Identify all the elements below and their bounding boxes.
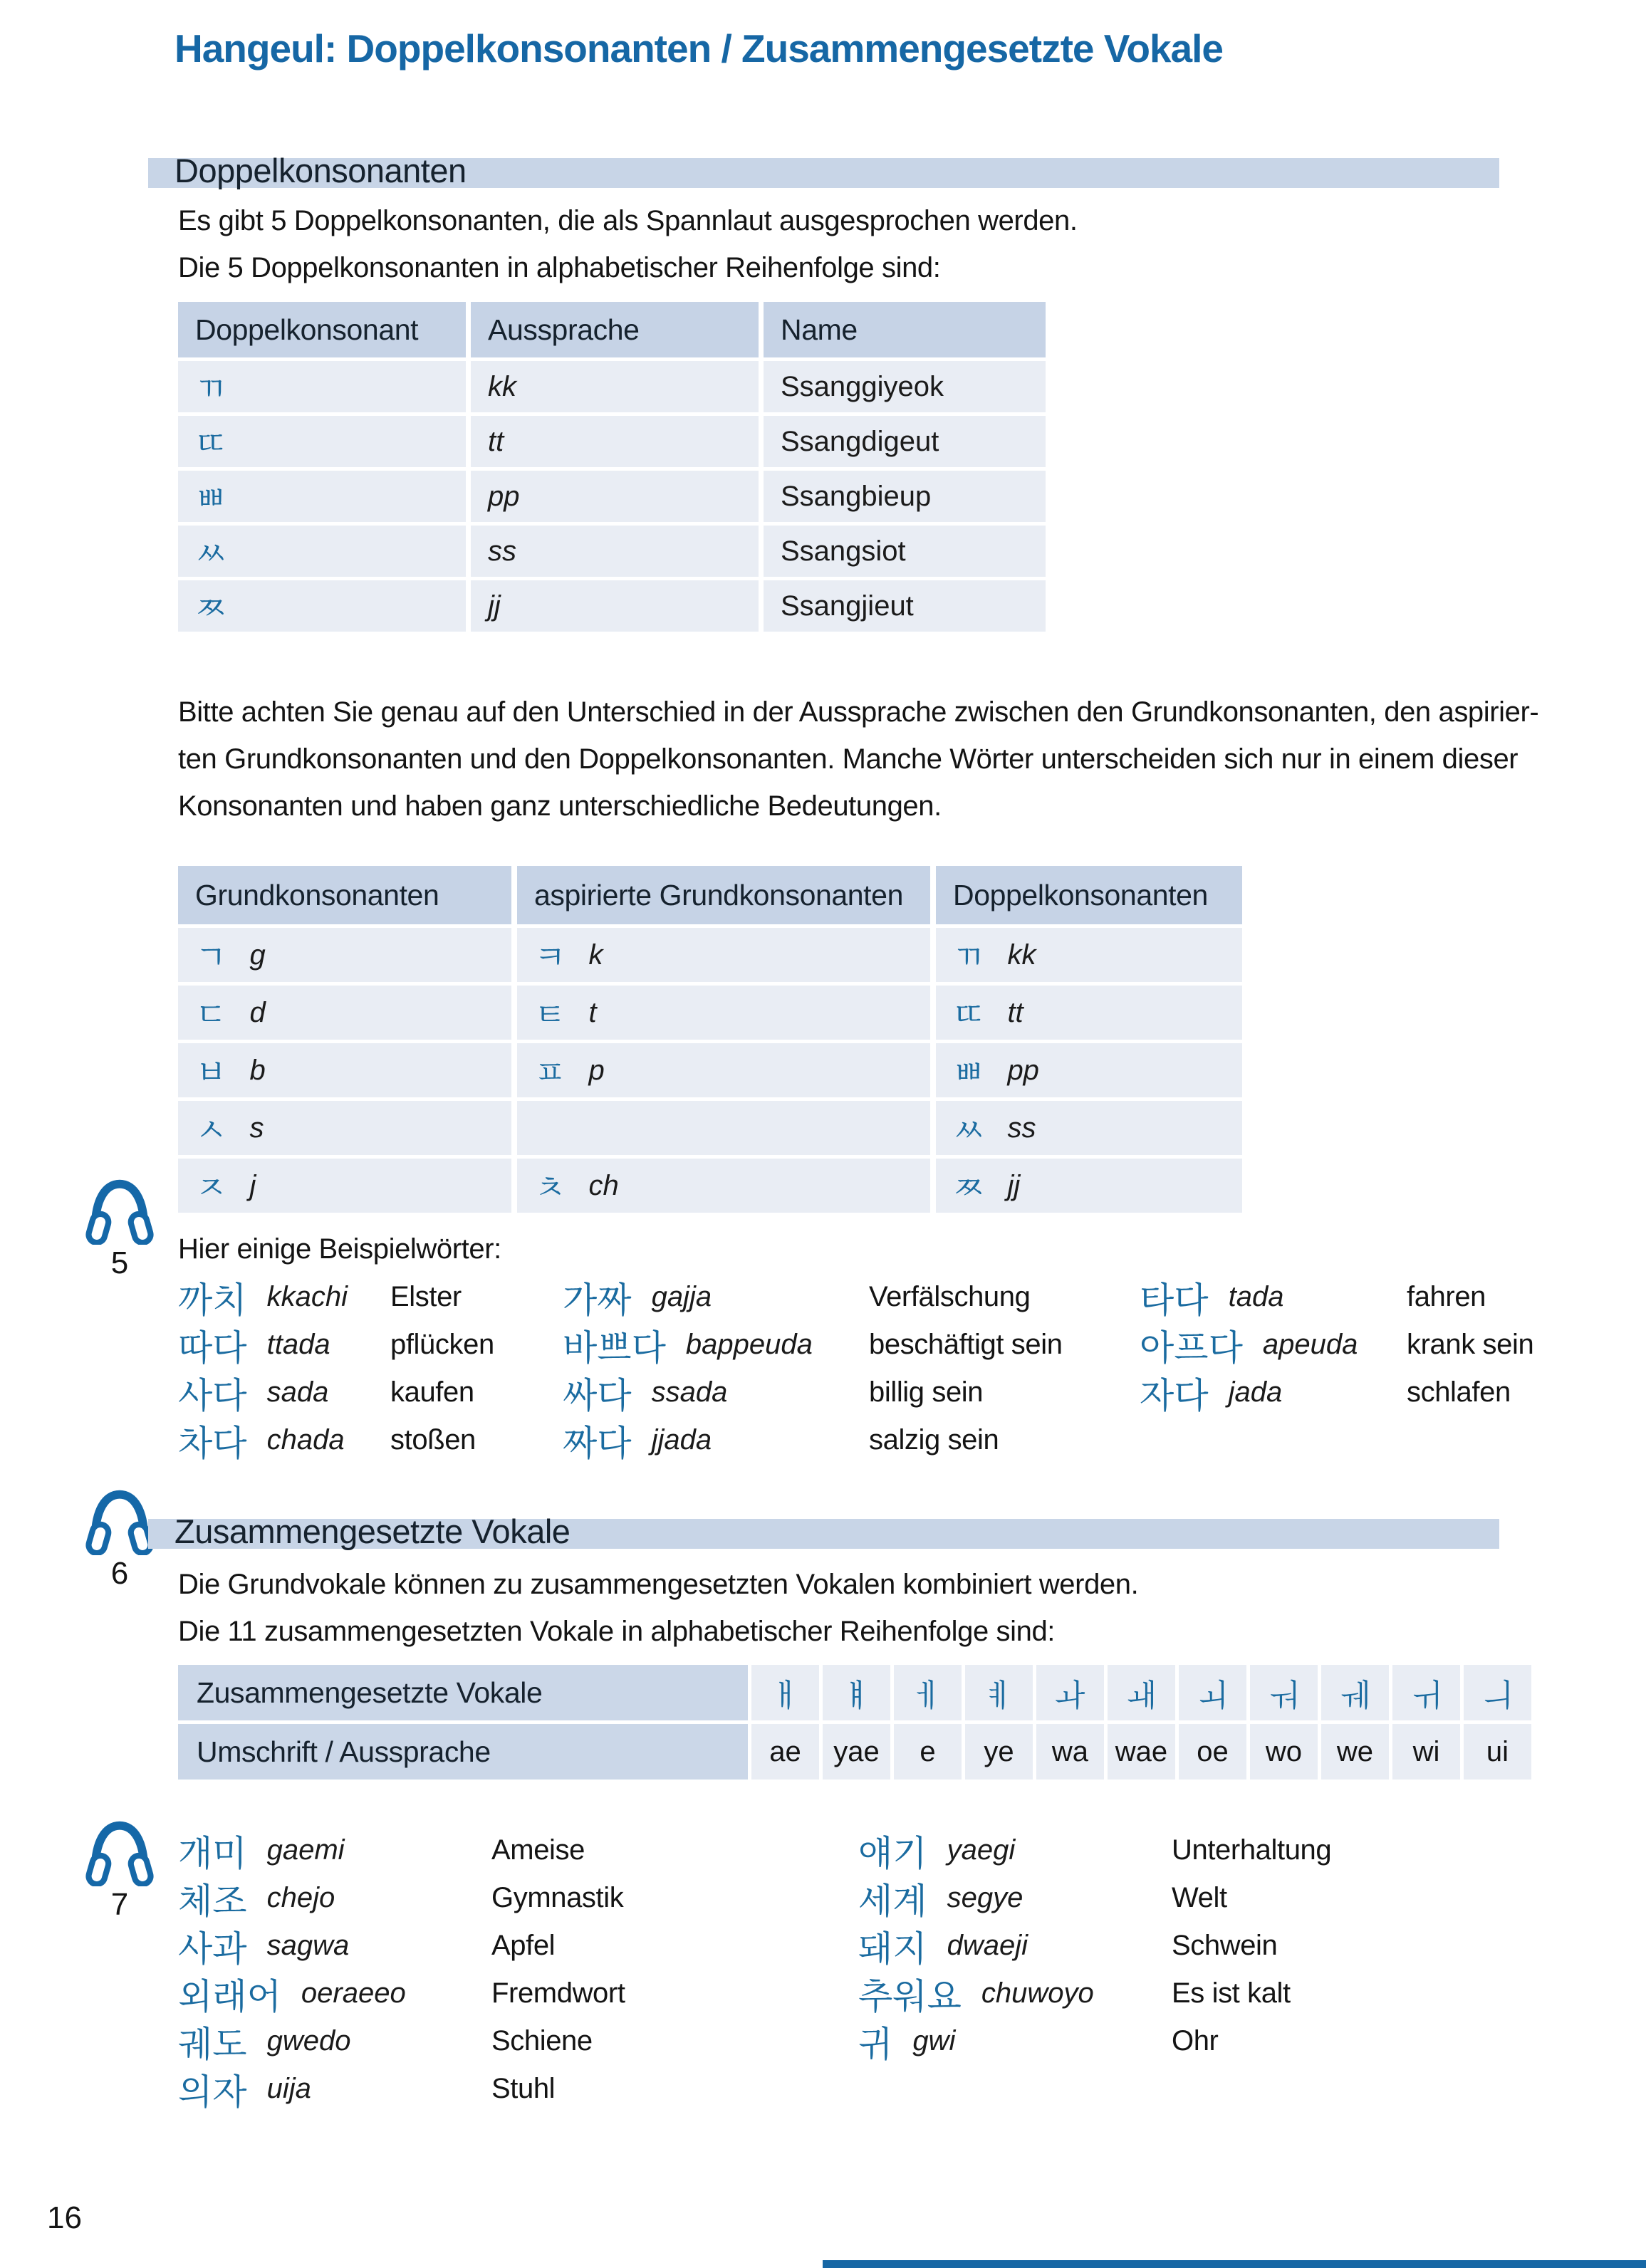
romanization: chada: [266, 1424, 345, 1456]
example-word-row: [563, 1369, 984, 1416]
example-word-column: [178, 1273, 494, 1464]
vowel-cell: ㅔ: [894, 1665, 962, 1720]
vowel-cell: ㅚ: [1179, 1665, 1246, 1720]
hangul-word: 바쁘다: [563, 1327, 666, 1368]
german-translation: pflücken: [390, 1329, 494, 1360]
german-translation: Apfel: [491, 1930, 556, 1961]
vowel-cell: ㅖ: [965, 1665, 1033, 1720]
romanization: jada: [1228, 1376, 1283, 1408]
audio-track-6: [83, 1485, 157, 1592]
hangul-word: 타다: [1140, 1280, 1209, 1320]
pronunciation-cell: pp: [471, 471, 759, 522]
hangul-word: 체조: [178, 1881, 247, 1921]
romanization-cell: e: [894, 1724, 962, 1780]
hangul-word: 귀: [858, 2024, 893, 2064]
audio-track-5: [83, 1175, 157, 1281]
headphones-icon: [84, 1175, 155, 1245]
romanization: chuwoyo: [981, 1977, 1094, 2009]
example-word-column: [858, 1827, 1332, 2065]
romanization: uija: [266, 2073, 311, 2104]
consonant-comparison-table: [178, 866, 1242, 1213]
track-number: 7: [110, 1887, 129, 1922]
vowel-cell: ㅐ: [751, 1665, 819, 1720]
romanization: tada: [1228, 1281, 1284, 1312]
romanization: jjada: [651, 1424, 712, 1456]
german-translation: schlafen: [1407, 1376, 1511, 1408]
example-word-row: [178, 1970, 625, 2017]
example-word-row: [178, 2017, 593, 2065]
section-heading: Doppelkonsonanten: [175, 152, 467, 189]
note-text: Konsonanten und haben ganz unterschiedliche Bedeutungen.: [178, 790, 942, 822]
romanization: ttada: [266, 1329, 330, 1360]
example-word-row: [178, 1273, 462, 1321]
german-translation: fahren: [1407, 1281, 1486, 1312]
romanization: gwedo: [266, 2025, 351, 2057]
hangul-cell: ㄸ: [178, 416, 466, 467]
footer-accent-bar: [823, 2260, 1646, 2268]
basic-consonant-cell: ㅂ b: [178, 1043, 511, 1097]
hangul-word: 사과: [178, 1928, 247, 1969]
example-word-column: [1140, 1273, 1534, 1416]
romanization-cell: ye: [965, 1724, 1033, 1780]
german-translation: salzig sein: [869, 1424, 999, 1456]
example-word-row: [178, 1827, 585, 1874]
track-number: 5: [110, 1245, 129, 1280]
headphones-icon: [84, 1817, 155, 1886]
romanization-cell: we: [1321, 1724, 1389, 1780]
german-translation: Es ist kalt: [1172, 1977, 1291, 2009]
romanization: kkachi: [266, 1281, 348, 1312]
example-word-row: [563, 1273, 1031, 1321]
section-vokale-bar: [148, 1512, 1499, 1550]
name-cell: Ssangdigeut: [764, 416, 1046, 467]
vowel-cell: ㅟ: [1392, 1665, 1460, 1720]
basic-consonant-cell: ㅅ s: [178, 1101, 511, 1155]
romanization-cell: wo: [1250, 1724, 1318, 1780]
romanization-cell: wi: [1392, 1724, 1460, 1780]
example-word-row: [563, 1416, 999, 1464]
hangul-word: 궤도: [178, 2024, 247, 2064]
column-header: Aussprache: [471, 302, 759, 357]
double-consonant-cell: ㅆ ss: [936, 1101, 1242, 1155]
hangul-word: 사다: [178, 1375, 247, 1416]
romanization-cell: wae: [1108, 1724, 1175, 1780]
double-consonant-table: [178, 302, 1046, 632]
example-word-row: [178, 2065, 556, 2113]
aspirated-consonant-cell: ㅋ k: [517, 928, 930, 982]
romanization: sada: [266, 1376, 329, 1408]
example-word-column: [563, 1273, 1063, 1464]
hangul-word: 자다: [1140, 1375, 1209, 1416]
pronunciation-cell: tt: [471, 416, 759, 467]
vowel-cell: ㅢ: [1464, 1665, 1531, 1720]
hangul-cell: ㅆ: [178, 526, 466, 577]
romanization: oeraeeo: [301, 1977, 406, 2009]
row-label: Zusammengesetzte Vokale: [178, 1665, 748, 1720]
aspirated-consonant-cell: ㅊ ch: [517, 1159, 930, 1213]
romanization: ssada: [651, 1376, 728, 1408]
german-translation: billig sein: [869, 1376, 984, 1408]
hangul-word: 의자: [178, 2071, 247, 2112]
hangul-word: 싸다: [563, 1375, 632, 1416]
german-translation: Stuhl: [491, 2073, 556, 2104]
hangul-word: 따다: [178, 1327, 247, 1368]
vowel-cell: ㅒ: [823, 1665, 890, 1720]
german-translation: krank sein: [1407, 1329, 1534, 1360]
compound-vowel-table: [178, 1665, 1531, 1780]
example-word-row: [858, 1922, 1278, 1970]
page-title: Hangeul: Doppelkonsonanten / Zusammengesetzte Vokale: [175, 26, 1223, 70]
row-label: Umschrift / Aussprache: [178, 1724, 748, 1780]
hangul-cell: ㅃ: [178, 471, 466, 522]
german-translation: Welt: [1172, 1882, 1227, 1913]
hangul-cell: ㅉ: [178, 580, 466, 632]
example-word-row: [178, 1874, 624, 1922]
basic-consonant-cell: ㄱ g: [178, 928, 511, 982]
hangul-word: 돼지: [858, 1928, 927, 1969]
hangul-word: 외래어: [178, 1976, 281, 2017]
double-consonant-cell: ㅃ pp: [936, 1043, 1242, 1097]
example-word-row: [858, 1827, 1332, 1874]
basic-consonant-cell: ㄷ d: [178, 986, 511, 1040]
column-header: Doppelkonsonant: [178, 302, 466, 357]
example-word-row: [1140, 1321, 1534, 1369]
name-cell: Ssangbieup: [764, 471, 1046, 522]
column-header: aspirierte Grundkonsonanten: [517, 866, 930, 924]
romanization-cell: ae: [751, 1724, 819, 1780]
hangul-word: 가짜: [563, 1280, 632, 1320]
german-translation: Gymnastik: [491, 1882, 624, 1913]
hangul-word: 까치: [178, 1280, 247, 1320]
romanization: gajja: [651, 1281, 712, 1312]
audio-track-7: [83, 1817, 157, 1923]
hangul-word: 아프다: [1140, 1327, 1243, 1368]
aspirated-consonant-cell: [517, 1101, 930, 1155]
example-word-row: [1140, 1273, 1486, 1321]
note-text: Bitte achten Sie genau auf den Unterschied in der Aussprache zwischen den Grundkonsonanten, den aspirier-: [178, 696, 1539, 728]
romanization-cell: oe: [1179, 1724, 1246, 1780]
name-cell: Ssangsiot: [764, 526, 1046, 577]
hangul-word: 세계: [858, 1881, 927, 1921]
german-translation: beschäftigt sein: [869, 1329, 1063, 1360]
german-translation: Schwein: [1172, 1930, 1278, 1961]
intro-text: Die 11 zusammengesetzten Vokale in alphabetischer Reihenfolge sind:: [178, 1616, 1056, 1647]
hangul-word: 차다: [178, 1423, 247, 1463]
romanization-cell: ui: [1464, 1724, 1531, 1780]
intro-text: Es gibt 5 Doppelkonsonanten, die als Spannlaut ausgesprochen werden.: [178, 205, 1078, 236]
examples-intro: Hier einige Beispielwörter:: [178, 1233, 501, 1265]
column-header: Name: [764, 302, 1046, 357]
example-word-row: [858, 1970, 1291, 2017]
example-word-column: [178, 1827, 625, 2113]
track-number: 6: [110, 1556, 129, 1591]
romanization: bappeuda: [685, 1329, 813, 1360]
romanization-cell: yae: [823, 1724, 890, 1780]
hangul-word: 개미: [178, 1833, 247, 1874]
example-word-row: [858, 2017, 1219, 2065]
german-translation: Unterhaltung: [1172, 1834, 1332, 1866]
example-word-row: [858, 1874, 1227, 1922]
romanization: chejo: [266, 1882, 335, 1913]
german-translation: kaufen: [390, 1376, 474, 1408]
double-consonant-cell: ㅉ jj: [936, 1159, 1242, 1213]
romanization: yaegi: [947, 1834, 1016, 1866]
vowel-cell: ㅞ: [1321, 1665, 1389, 1720]
example-word-row: [563, 1321, 1063, 1369]
vowel-cell: ㅝ: [1250, 1665, 1318, 1720]
aspirated-consonant-cell: ㅍ p: [517, 1043, 930, 1097]
intro-text: Die 5 Doppelkonsonanten in alphabetischer Reihenfolge sind:: [178, 252, 941, 283]
intro-text: Die Grundvokale können zu zusammengesetzten Vokalen kombiniert werden.: [178, 1569, 1139, 1600]
german-translation: Verfälschung: [869, 1281, 1031, 1312]
romanization: dwaeji: [947, 1930, 1028, 1961]
hangul-word: 추워요: [858, 1976, 962, 2017]
name-cell: Ssanggiyeok: [764, 361, 1046, 412]
german-translation: Elster: [390, 1281, 462, 1312]
double-consonant-cell: ㄲ kk: [936, 928, 1242, 982]
romanization: apeuda: [1262, 1329, 1358, 1360]
column-header: Grundkonsonanten: [178, 866, 511, 924]
example-word-row: [1140, 1369, 1511, 1416]
page-number: 16: [47, 2200, 82, 2235]
example-word-row: [178, 1416, 476, 1464]
hangul-word: 짜다: [563, 1423, 632, 1463]
german-translation: Schiene: [491, 2025, 593, 2057]
double-consonant-cell: ㄸ tt: [936, 986, 1242, 1040]
headphones-icon: [84, 1485, 155, 1555]
vowel-cell: ㅘ: [1036, 1665, 1104, 1720]
example-word-row: [178, 1321, 494, 1369]
section-doppelkonsonanten-bar: [148, 152, 1499, 189]
german-translation: Ohr: [1172, 2025, 1219, 2057]
romanization: gaemi: [266, 1834, 345, 1866]
column-header: Doppelkonsonanten: [936, 866, 1242, 924]
name-cell: Ssangjieut: [764, 580, 1046, 632]
pronunciation-cell: kk: [471, 361, 759, 412]
romanization: gwi: [912, 2025, 956, 2057]
example-word-row: [178, 1369, 474, 1416]
pronunciation-cell: jj: [471, 580, 759, 632]
romanization: sagwa: [266, 1930, 350, 1961]
german-translation: stoßen: [390, 1424, 476, 1456]
pronunciation-cell: ss: [471, 526, 759, 577]
section-heading: Zusammengesetzte Vokale: [175, 1512, 571, 1550]
romanization: segye: [947, 1882, 1023, 1913]
hangul-word: 얘기: [858, 1833, 927, 1874]
german-translation: Ameise: [491, 1834, 585, 1866]
romanization-cell: wa: [1036, 1724, 1104, 1780]
vowel-cell: ㅙ: [1108, 1665, 1175, 1720]
german-translation: Fremdwort: [491, 1977, 625, 2009]
note-text: ten Grundkonsonanten und den Doppelkonsonanten. Manche Wörter unterscheiden sich nur in einem dieser: [178, 743, 1519, 775]
basic-consonant-cell: ㅈ j: [178, 1159, 511, 1213]
example-word-row: [178, 1922, 556, 1970]
hangul-cell: ㄲ: [178, 361, 466, 412]
aspirated-consonant-cell: ㅌ t: [517, 986, 930, 1040]
